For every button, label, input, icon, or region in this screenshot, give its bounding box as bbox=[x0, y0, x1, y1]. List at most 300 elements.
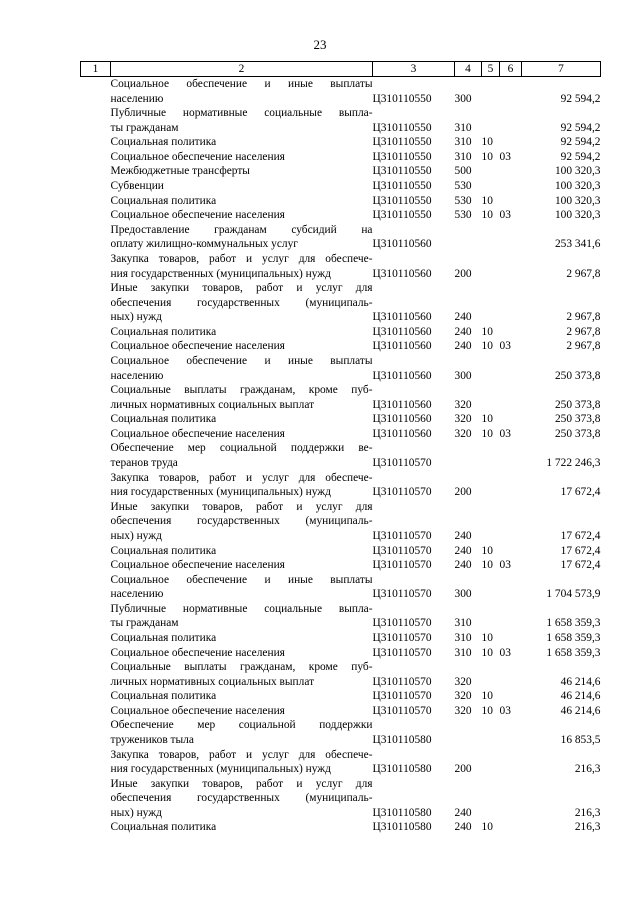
amount-cell: 100 320,3 bbox=[554, 194, 601, 207]
amount-cell: 17 672,4 bbox=[560, 529, 601, 542]
section-cell bbox=[482, 718, 500, 747]
item-name-line: Социальные выплаты гражданам, кроме пуб- bbox=[110, 384, 373, 397]
row-number-cell bbox=[81, 412, 111, 427]
subsection-cell: 03 bbox=[499, 427, 511, 440]
section-cell bbox=[482, 777, 500, 821]
table-row bbox=[81, 471, 601, 500]
item-name-cell bbox=[111, 748, 373, 777]
item-name-line: Социальная политика bbox=[110, 325, 217, 338]
target-article-cell: Ц310110550 bbox=[372, 180, 432, 193]
row-number-cell bbox=[81, 339, 111, 354]
table-row bbox=[81, 383, 601, 412]
row-number-cell bbox=[81, 208, 111, 223]
table-row bbox=[81, 441, 601, 470]
item-name-cell bbox=[111, 106, 373, 135]
table-row bbox=[81, 135, 601, 150]
subsection-cell bbox=[500, 354, 522, 383]
item-name-cell bbox=[111, 441, 373, 470]
expense-type-cell: 310 bbox=[454, 646, 472, 659]
item-name-cell bbox=[111, 471, 373, 500]
row-number-cell bbox=[81, 704, 111, 719]
subsection-cell: 03 bbox=[499, 209, 511, 222]
amount-cell: 92 594,2 bbox=[560, 136, 601, 149]
section-cell bbox=[482, 748, 500, 777]
item-name-line: Предоставление гражданам субсидий на bbox=[110, 223, 373, 236]
table-row bbox=[81, 150, 601, 165]
item-name-line: теранов труда bbox=[110, 457, 178, 470]
table-row bbox=[81, 194, 601, 209]
row-number-cell bbox=[81, 573, 111, 602]
section-cell: 10 bbox=[481, 150, 493, 163]
target-article-cell: Ц310110550 bbox=[372, 121, 432, 134]
section-cell: 10 bbox=[481, 646, 493, 659]
item-name-cell bbox=[111, 77, 373, 107]
table-row bbox=[81, 689, 601, 704]
target-article-cell: Ц310110580 bbox=[372, 806, 432, 819]
section-cell bbox=[482, 106, 500, 135]
target-article-cell: Ц310110550 bbox=[372, 194, 432, 207]
item-name-line: Иные закупки товаров, работ и услуг для bbox=[110, 282, 373, 295]
subsection-cell bbox=[500, 135, 522, 150]
subsection-cell bbox=[500, 471, 522, 500]
expense-type-cell bbox=[455, 441, 482, 470]
section-cell bbox=[482, 573, 500, 602]
expense-type-cell: 240 bbox=[454, 529, 472, 542]
table-header bbox=[81, 62, 601, 77]
subsection-cell bbox=[500, 631, 522, 646]
subsection-cell bbox=[500, 660, 522, 689]
table-row bbox=[81, 208, 601, 223]
section-cell bbox=[482, 281, 500, 325]
table-row bbox=[81, 427, 601, 442]
item-name-cell bbox=[111, 383, 373, 412]
row-number-cell bbox=[81, 164, 111, 179]
subsection-cell bbox=[500, 689, 522, 704]
item-name-line: ты гражданам bbox=[110, 617, 179, 630]
expense-type-cell: 310 bbox=[454, 121, 472, 134]
row-number-cell bbox=[81, 223, 111, 252]
section-cell: 10 bbox=[481, 136, 493, 149]
subsection-cell bbox=[500, 412, 522, 427]
item-name-line: Закупка товаров, работ и услуг для обеспече- bbox=[110, 748, 373, 761]
item-name-cell bbox=[111, 164, 373, 179]
amount-cell: 17 672,4 bbox=[560, 544, 601, 557]
table-row bbox=[81, 179, 601, 194]
item-name-cell bbox=[111, 252, 373, 281]
subsection-cell bbox=[500, 106, 522, 135]
amount-cell: 1 658 359,3 bbox=[546, 631, 601, 644]
row-number-cell bbox=[81, 602, 111, 631]
amount-cell: 1 658 359,3 bbox=[546, 646, 601, 659]
section-cell bbox=[482, 223, 500, 252]
target-article-cell: Ц310110570 bbox=[372, 631, 432, 644]
table-row bbox=[81, 77, 601, 107]
row-number-cell bbox=[81, 820, 111, 835]
target-article-cell: Ц310110570 bbox=[372, 646, 432, 659]
section-cell: 10 bbox=[481, 559, 493, 572]
section-cell: 10 bbox=[481, 413, 493, 426]
subsection-cell bbox=[500, 602, 522, 631]
expense-type-cell bbox=[455, 718, 482, 747]
expense-type-cell: 530 bbox=[454, 209, 472, 222]
target-article-cell: Ц310110580 bbox=[372, 734, 432, 747]
expense-type-cell: 320 bbox=[454, 704, 472, 717]
item-name-line: обеспечения государственных (муниципаль- bbox=[110, 296, 373, 309]
amount-cell: 17 672,4 bbox=[560, 559, 601, 572]
item-name-cell bbox=[111, 558, 373, 573]
item-name-line: Публичные нормативные социальные выпла- bbox=[110, 107, 373, 120]
table-row bbox=[81, 252, 601, 281]
table-row bbox=[81, 646, 601, 661]
expense-type-cell: 320 bbox=[454, 675, 472, 688]
subsection-cell: 03 bbox=[499, 646, 511, 659]
subsection-cell bbox=[500, 748, 522, 777]
section-cell bbox=[482, 660, 500, 689]
target-article-cell: Ц310110560 bbox=[372, 398, 432, 411]
expense-type-cell: 310 bbox=[454, 631, 472, 644]
item-name-line: тружеников тыла bbox=[110, 734, 194, 747]
expense-type-cell: 240 bbox=[454, 806, 472, 819]
item-name-line: Социальное обеспечение населения bbox=[110, 646, 285, 659]
amount-cell: 1 658 359,3 bbox=[546, 617, 601, 630]
target-article-cell: Ц310110570 bbox=[372, 704, 432, 717]
row-number-cell bbox=[81, 281, 111, 325]
table-row bbox=[81, 106, 601, 135]
item-name-line: Социальное обеспечение населения bbox=[110, 340, 285, 353]
table-row bbox=[81, 602, 601, 631]
target-article-cell: Ц310110570 bbox=[372, 559, 432, 572]
item-name-cell bbox=[111, 281, 373, 325]
item-name-line: Иные закупки товаров, работ и услуг для bbox=[110, 500, 373, 513]
target-article-cell: Ц310110560 bbox=[372, 311, 432, 324]
amount-cell: 1 704 573,9 bbox=[546, 588, 601, 601]
expense-type-cell: 240 bbox=[454, 311, 472, 324]
section-cell bbox=[482, 77, 500, 107]
item-name-cell bbox=[111, 718, 373, 747]
amount-cell: 250 373,8 bbox=[554, 427, 601, 440]
subsection-cell bbox=[500, 441, 522, 470]
subsection-cell bbox=[500, 179, 522, 194]
item-name-cell bbox=[111, 208, 373, 223]
expense-type-cell: 300 bbox=[454, 92, 472, 105]
budget-table bbox=[80, 61, 601, 835]
subsection-cell bbox=[500, 164, 522, 179]
row-number-cell bbox=[81, 383, 111, 412]
subsection-cell bbox=[500, 544, 522, 559]
subsection-cell bbox=[500, 281, 522, 325]
target-article-cell: Ц310110560 bbox=[372, 340, 432, 353]
row-number-cell bbox=[81, 427, 111, 442]
item-name-line: Социальное обеспечение населения bbox=[110, 427, 285, 440]
expense-type-cell: 240 bbox=[454, 340, 472, 353]
row-number-cell bbox=[81, 194, 111, 209]
section-cell: 10 bbox=[481, 704, 493, 717]
section-cell: 10 bbox=[481, 194, 493, 207]
item-name-cell bbox=[111, 150, 373, 165]
target-article-cell: Ц310110570 bbox=[372, 690, 432, 703]
item-name-line: обеспечения государственных (муниципаль- bbox=[110, 792, 373, 805]
item-name-line: Социальная политика bbox=[110, 544, 217, 557]
subsection-cell bbox=[500, 718, 522, 747]
expense-type-cell: 240 bbox=[454, 544, 472, 557]
table-row bbox=[81, 223, 601, 252]
expense-type-cell: 240 bbox=[454, 325, 472, 338]
amount-cell: 250 373,8 bbox=[554, 369, 601, 382]
section-cell bbox=[482, 252, 500, 281]
subsection-cell bbox=[500, 573, 522, 602]
section-cell: 10 bbox=[481, 209, 493, 222]
amount-cell: 250 373,8 bbox=[554, 398, 601, 411]
amount-cell: 100 320,3 bbox=[554, 180, 601, 193]
section-cell: 10 bbox=[481, 325, 493, 338]
column-header-7: 7 bbox=[522, 62, 601, 77]
expense-type-cell: 320 bbox=[454, 690, 472, 703]
amount-cell: 46 214,6 bbox=[560, 690, 601, 703]
table-row bbox=[81, 412, 601, 427]
subsection-cell bbox=[500, 820, 522, 835]
table-row bbox=[81, 354, 601, 383]
table-row bbox=[81, 558, 601, 573]
item-name-line: Межбюджетные трансферты bbox=[110, 165, 250, 178]
row-number-cell bbox=[81, 544, 111, 559]
item-name-line: оплату жилищно-коммунальных услуг bbox=[110, 238, 298, 251]
target-article-cell: Ц310110550 bbox=[372, 209, 432, 222]
expense-type-cell: 320 bbox=[454, 413, 472, 426]
item-name-cell bbox=[111, 631, 373, 646]
item-name-cell bbox=[111, 194, 373, 209]
amount-cell: 46 214,6 bbox=[560, 675, 601, 688]
row-number-cell bbox=[81, 441, 111, 470]
item-name-line: Субвенции bbox=[110, 180, 164, 193]
amount-cell: 2 967,8 bbox=[566, 325, 601, 338]
item-name-line: Обеспечение мер социальной поддержки bbox=[110, 719, 373, 732]
section-cell bbox=[482, 354, 500, 383]
item-name-line: населению bbox=[110, 92, 164, 105]
subsection-cell bbox=[500, 252, 522, 281]
item-name-line: Социальная политика bbox=[110, 690, 217, 703]
subsection-cell bbox=[500, 500, 522, 544]
subsection-cell: 03 bbox=[499, 704, 511, 717]
item-name-line: Социальная политика bbox=[110, 136, 217, 149]
target-article-cell: Ц310110560 bbox=[372, 238, 432, 251]
row-number-cell bbox=[81, 252, 111, 281]
target-article-cell: Ц310110560 bbox=[372, 427, 432, 440]
item-name-line: Социальное обеспечение и иные выплаты bbox=[110, 354, 373, 367]
row-number-cell bbox=[81, 777, 111, 821]
table-row bbox=[81, 164, 601, 179]
expense-type-cell: 320 bbox=[454, 398, 472, 411]
item-name-line: Социальное обеспечение населения bbox=[110, 704, 285, 717]
item-name-cell bbox=[111, 427, 373, 442]
item-name-line: ных) нужд bbox=[110, 529, 162, 542]
column-header-2: 2 bbox=[111, 62, 373, 77]
table-body bbox=[81, 77, 601, 836]
expense-type-cell: 200 bbox=[454, 486, 472, 499]
item-name-cell bbox=[111, 602, 373, 631]
item-name-cell bbox=[111, 339, 373, 354]
expense-type-cell: 300 bbox=[454, 588, 472, 601]
row-number-cell bbox=[81, 689, 111, 704]
subsection-cell: 03 bbox=[499, 559, 511, 572]
item-name-line: Социальное обеспечение населения bbox=[110, 150, 285, 163]
item-name-cell bbox=[111, 646, 373, 661]
subsection-cell: 03 bbox=[499, 150, 511, 163]
subsection-cell: 03 bbox=[499, 340, 511, 353]
expense-type-cell: 240 bbox=[454, 559, 472, 572]
item-name-line: ния государственных (муниципальных) нужд bbox=[110, 486, 331, 499]
expense-type-cell: 200 bbox=[454, 763, 472, 776]
page-number: 23 bbox=[313, 37, 327, 52]
table-row bbox=[81, 820, 601, 835]
item-name-line: ных) нужд bbox=[110, 806, 162, 819]
header-row bbox=[81, 62, 601, 77]
item-name-line: Социальное обеспечение и иные выплаты bbox=[110, 78, 373, 90]
item-name-line: ния государственных (муниципальных) нужд bbox=[110, 763, 331, 776]
item-name-line: Публичные нормативные социальные выпла- bbox=[110, 602, 373, 615]
item-name-line: личных нормативных социальных выплат bbox=[110, 398, 315, 411]
table-row bbox=[81, 748, 601, 777]
row-number-cell bbox=[81, 718, 111, 747]
item-name-line: ных) нужд bbox=[110, 311, 162, 324]
item-name-line: ния государственных (муниципальных) нужд bbox=[110, 267, 331, 280]
column-header-1: 1 bbox=[81, 62, 111, 77]
item-name-line: Закупка товаров, работ и услуг для обеспече- bbox=[110, 471, 373, 484]
target-article-cell: Ц310110560 bbox=[372, 325, 432, 338]
subsection-cell bbox=[500, 325, 522, 340]
table-row bbox=[81, 631, 601, 646]
section-cell: 10 bbox=[481, 690, 493, 703]
subsection-cell bbox=[500, 194, 522, 209]
item-name-cell bbox=[111, 820, 373, 835]
target-article-cell: Ц310110570 bbox=[372, 544, 432, 557]
section-cell bbox=[482, 471, 500, 500]
amount-cell: 46 214,6 bbox=[560, 704, 601, 717]
item-name-cell bbox=[111, 412, 373, 427]
target-article-cell: Ц310110550 bbox=[372, 92, 432, 105]
item-name-line: личных нормативных социальных выплат bbox=[110, 675, 315, 688]
item-name-line: Социальная политика bbox=[110, 194, 217, 207]
row-number-cell bbox=[81, 558, 111, 573]
expense-type-cell: 300 bbox=[454, 369, 472, 382]
item-name-cell bbox=[111, 325, 373, 340]
section-cell bbox=[482, 164, 500, 179]
expense-type-cell: 310 bbox=[454, 136, 472, 149]
item-name-cell bbox=[111, 179, 373, 194]
row-number-cell bbox=[81, 471, 111, 500]
amount-cell: 2 967,8 bbox=[566, 311, 601, 324]
section-cell bbox=[482, 500, 500, 544]
item-name-cell bbox=[111, 135, 373, 150]
row-number-cell bbox=[81, 646, 111, 661]
row-number-cell bbox=[81, 748, 111, 777]
table-row bbox=[81, 777, 601, 821]
item-name-line: Социальная политика bbox=[110, 631, 217, 644]
column-header-5: 5 bbox=[482, 62, 500, 77]
item-name-line: Социальная политика bbox=[110, 413, 217, 426]
amount-cell: 92 594,2 bbox=[560, 150, 601, 163]
item-name-cell bbox=[111, 777, 373, 821]
expense-type-cell: 310 bbox=[454, 150, 472, 163]
section-cell: 10 bbox=[481, 544, 493, 557]
row-number-cell bbox=[81, 325, 111, 340]
row-number-cell bbox=[81, 500, 111, 544]
table-row bbox=[81, 500, 601, 544]
row-number-cell bbox=[81, 150, 111, 165]
amount-cell: 253 341,6 bbox=[554, 238, 601, 251]
table-row bbox=[81, 704, 601, 719]
item-name-line: обеспечения государственных (муниципаль- bbox=[110, 515, 373, 528]
target-article-cell: Ц310110570 bbox=[372, 486, 432, 499]
target-article-cell: Ц310110570 bbox=[372, 529, 432, 542]
item-name-cell bbox=[111, 544, 373, 559]
target-article-cell: Ц310110560 bbox=[372, 267, 432, 280]
item-name-line: населению bbox=[110, 588, 164, 601]
subsection-cell bbox=[500, 777, 522, 821]
target-article-cell: Ц310110570 bbox=[372, 588, 432, 601]
column-header-6: 6 bbox=[500, 62, 522, 77]
amount-cell: 100 320,3 bbox=[554, 165, 601, 178]
table-row bbox=[81, 325, 601, 340]
section-cell: 10 bbox=[481, 340, 493, 353]
table-row bbox=[81, 573, 601, 602]
column-header-4: 4 bbox=[455, 62, 482, 77]
section-cell bbox=[482, 179, 500, 194]
expense-type-cell: 200 bbox=[454, 267, 472, 280]
target-article-cell: Ц310110560 bbox=[372, 369, 432, 382]
expense-type-cell: 530 bbox=[454, 180, 472, 193]
column-header-3: 3 bbox=[373, 62, 455, 77]
expense-type-cell: 530 bbox=[454, 194, 472, 207]
target-article-cell: Ц310110570 bbox=[372, 457, 432, 470]
row-number-cell bbox=[81, 106, 111, 135]
row-number-cell bbox=[81, 135, 111, 150]
target-article-cell: Ц310110550 bbox=[372, 150, 432, 163]
target-article-cell: Ц310110550 bbox=[372, 136, 432, 149]
amount-cell: 16 853,5 bbox=[560, 734, 601, 747]
item-name-line: Социальное обеспечение населения bbox=[110, 559, 285, 572]
item-name-line: Иные закупки товаров, работ и услуг для bbox=[110, 777, 373, 790]
table-row bbox=[81, 660, 601, 689]
table-row bbox=[81, 718, 601, 747]
amount-cell: 92 594,2 bbox=[560, 121, 601, 134]
expense-type-cell: 310 bbox=[454, 617, 472, 630]
section-cell: 10 bbox=[481, 427, 493, 440]
item-name-line: Социальное обеспечение и иные выплаты bbox=[110, 573, 373, 586]
item-name-line: Социальное обеспечение населения bbox=[110, 209, 285, 222]
item-name-cell bbox=[111, 223, 373, 252]
table-row bbox=[81, 544, 601, 559]
amount-cell: 1 722 246,3 bbox=[546, 457, 601, 470]
item-name-cell bbox=[111, 660, 373, 689]
subsection-cell bbox=[500, 383, 522, 412]
amount-cell: 250 373,8 bbox=[554, 413, 601, 426]
amount-cell: 100 320,3 bbox=[554, 209, 601, 222]
row-number-cell bbox=[81, 179, 111, 194]
item-name-line: Социальные выплаты гражданам, кроме пуб- bbox=[110, 661, 373, 674]
target-article-cell: Ц310110580 bbox=[372, 763, 432, 776]
amount-cell: 216,3 bbox=[574, 806, 601, 819]
subsection-cell bbox=[500, 77, 522, 107]
table-row bbox=[81, 281, 601, 325]
item-name-line: Обеспечение мер социальной поддержки ве- bbox=[110, 442, 373, 455]
row-number-cell bbox=[81, 631, 111, 646]
target-article-cell: Ц310110550 bbox=[372, 165, 432, 178]
target-article-cell: Ц310110580 bbox=[372, 821, 432, 834]
table-row bbox=[81, 339, 601, 354]
item-name-cell bbox=[111, 354, 373, 383]
row-number-cell bbox=[81, 660, 111, 689]
expense-type-cell: 320 bbox=[454, 427, 472, 440]
